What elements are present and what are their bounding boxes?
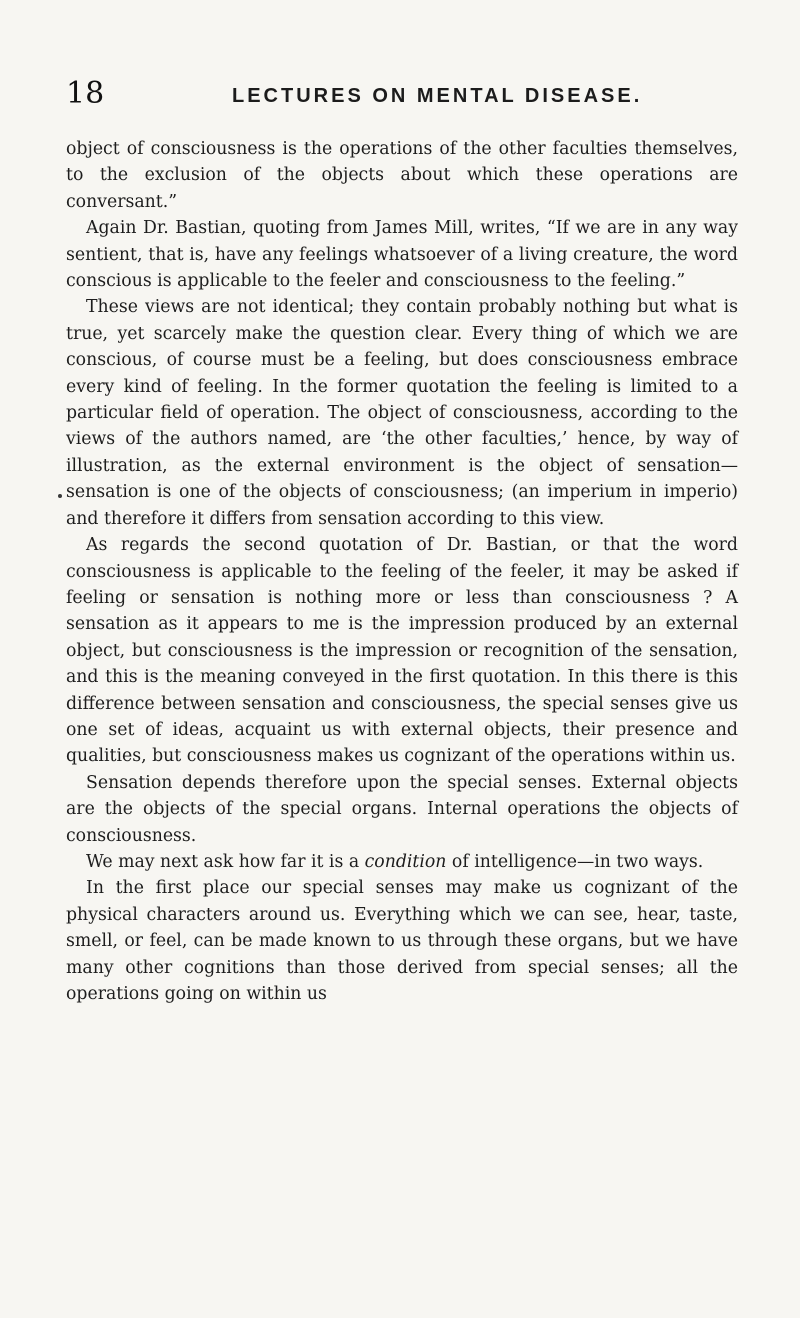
paragraph-2: Again Dr. Bastian, quoting from James Mill, writes, “If we are in any way sentient, that is, have any feelings whatsoever of a living creature, the word conscious is applicable to the feeler and consciousness to the feeling.” — [66, 218, 738, 292]
ink-speck — [58, 494, 62, 498]
page-number: 18 — [66, 76, 105, 111]
paragraph-6-after: of intelligence—in two ways. — [446, 851, 704, 872]
paragraph-6 — [66, 849, 738, 875]
paragraph-6-before: We may next ask how far it is a — [86, 851, 365, 872]
emphasis-condition: condition — [364, 851, 447, 872]
paragraph-4: As regards the second quotation of Dr. Bastian, or that the word consciousness is applicable to the feeling of the feeler, it may be asked if feeling or sensation is nothing more or less than consciousness ? A sensation as it appears to me is the impression produced by an external object, but consciousness is the impression or recognition of the sensation, and this is the meaning conveyed in the first quotation. In this there is this difference between sensation and consciousness, the special senses give us one set of ideas, acquaint us with external objects, their presence and qualities, but consciousness makes us cognizant of the operations within us. — [66, 535, 738, 767]
paragraph-7: In the first place our special senses may make us cognizant of the physical characters around us. Everything which we can see, hear, taste, smell, or feel, can be made known to us through these organs, but we have many other cognitions than those derived from special senses; all the operations going on within us — [66, 878, 738, 1004]
paragraph-1: object of consciousness is the operations of the other faculties themselves, to the exclusion of the objects about which these operations are conversant.” — [66, 139, 738, 212]
paragraph-5: Sensation depends therefore upon the special senses. External objects are the objects of the special organs. Internal operations the objects of consciousness. — [66, 772, 738, 846]
body-text — [66, 136, 738, 1007]
running-title: LECTURES ON MENTAL DISEASE. — [232, 85, 643, 107]
paragraph-3: These views are not identical; they contain probably nothing but what is true, yet scarcely make the question clear. Every thing of which we are conscious, of course must be a feeling, but does consciousness embrace every kind of feeling. In the former quotation the feeling is limited to a particular field of operation. The object of consciousness, according to the views of the authors named, are ‘the other faculties,’ hence, by way of illustration, as the external environment is the object of sensation—sensation is one of the objects of consciousness; (an imperium in imperio) and therefore it differs from sensation according to this view. — [66, 297, 738, 529]
running-head — [66, 76, 738, 112]
